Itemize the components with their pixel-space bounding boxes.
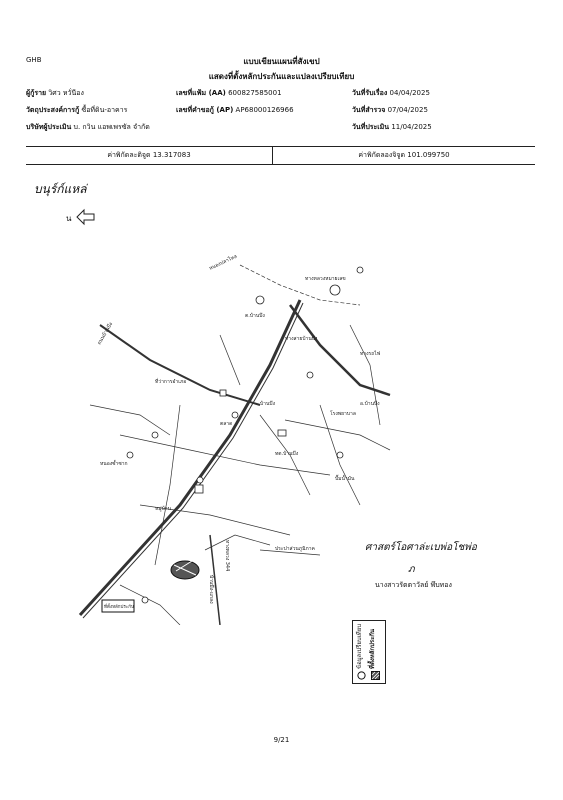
appraise-date-label: วันที่ประเมิน — [352, 123, 390, 131]
longitude-label: ค่าพิกัดลองจิจูด — [358, 151, 406, 159]
map-label: ทต.บ้านบึง — [275, 451, 299, 457]
map-label: ต.บ้านบึง — [245, 313, 265, 319]
longitude-value: 101.099750 — [407, 151, 450, 159]
location-map — [60, 205, 400, 625]
northwest-road — [100, 325, 260, 405]
map-label: บ้านบึง-แกลง — [208, 575, 214, 604]
map-label: ปั๊มน้ำมัน — [335, 476, 355, 482]
ap-no-label: เลขที่คำขอกู้ (AP) — [176, 106, 234, 114]
signer-name: นางสาวรัตตาวัลย์ พึบทอง — [375, 581, 452, 589]
page-number: 9/21 — [273, 736, 290, 744]
map-label: ตลาด — [220, 421, 233, 427]
appraise-date-row — [352, 122, 432, 132]
survey-date-row — [352, 105, 428, 115]
map-label: ทางหลวง 344 — [224, 540, 230, 572]
latitude-label: ค่าพิกัดละติจูด — [107, 151, 151, 159]
received-date-row — [352, 88, 430, 98]
borrower-label: ผู้กู้ราย — [26, 89, 47, 97]
map-label: ถนนบ้านบึง — [96, 321, 115, 346]
map-label: โรงพยาบาล — [330, 411, 356, 417]
map-label: หนองซ้ำซาก — [100, 461, 128, 467]
survey-date-value: 07/04/2025 — [387, 106, 428, 114]
ap-no-row — [176, 105, 294, 115]
handwritten-location: บนุร์ก์แหล่ — [34, 182, 87, 196]
purpose-row — [26, 105, 127, 115]
map-label: ทางหลวงหมายเลข — [305, 276, 346, 282]
form-title: แบบเขียนแผนที่สังเขป — [243, 57, 320, 66]
map-label: บ้านบึง — [260, 401, 276, 407]
collateral-legend-label: ที่ตั้งหลักประกัน — [369, 628, 376, 669]
map-label: ทางรถไฟ — [360, 351, 381, 357]
longitude-cell — [273, 147, 535, 164]
map-legend — [352, 620, 386, 684]
file-no-value: 600827585001 — [228, 89, 282, 97]
east-highway — [290, 305, 390, 395]
purpose-label: วัตถุประสงค์การกู้ — [26, 106, 80, 114]
map-label: หมู่บ้าน — [155, 506, 171, 512]
coordinates-bar — [26, 146, 535, 165]
company-row — [26, 122, 150, 132]
map-label: ทางสายบ้านบึง — [285, 336, 318, 342]
received-date-value: 04/04/2025 — [389, 89, 430, 97]
appraise-date-value: 11/04/2025 — [391, 123, 432, 131]
north-label: น — [66, 214, 72, 223]
company-value: บ. กวิน แอพเพรซัล จำกัด — [73, 123, 150, 131]
map-label: ที่ว่าการอำเภอ — [155, 379, 187, 385]
map-label: ประปาส่วนภูมิภาค — [275, 546, 315, 552]
file-no-row — [176, 88, 282, 98]
form-code: GHB — [26, 56, 42, 64]
comparison-legend-label: ข้อมูลเปรียบเทียบ — [356, 623, 363, 669]
borrower-value: วิศว หวั่นีอง — [48, 89, 84, 97]
ap-no-value: AP68000126966 — [235, 106, 294, 114]
survey-date-label: วันที่สำรวจ — [352, 106, 386, 114]
company-label: บริษัทผู้ประเมิน — [26, 123, 72, 131]
collateral-legend-icon — [371, 671, 380, 680]
map-roads — [80, 265, 390, 625]
file-no-label: เลขที่แฟ้ม (AA) — [176, 89, 226, 97]
map-label: หนองปลาไหล — [208, 253, 239, 272]
signature-initial: ภ — [408, 564, 415, 575]
borrower-row — [26, 88, 84, 98]
received-date-label: วันที่รับเรื่อง — [352, 89, 388, 97]
map-label: อ.บ้านบึง — [360, 401, 380, 407]
form-subtitle: แสดงที่ตั้งหลักประกันและแปลงเปรียบเทียบ — [208, 72, 355, 81]
latitude-cell — [26, 147, 273, 164]
signature-handwritten: ศาสตร์โอศาล่ะเบพ่อโชพ่อ — [365, 542, 477, 553]
latitude-value: 13.317083 — [152, 151, 191, 159]
comparison-legend-icon — [357, 671, 366, 680]
map-label-collateral: ที่ตั้งหลักประกัน — [104, 605, 135, 610]
purpose-value: ซื้อที่ดิน-อาคาร — [81, 106, 128, 114]
